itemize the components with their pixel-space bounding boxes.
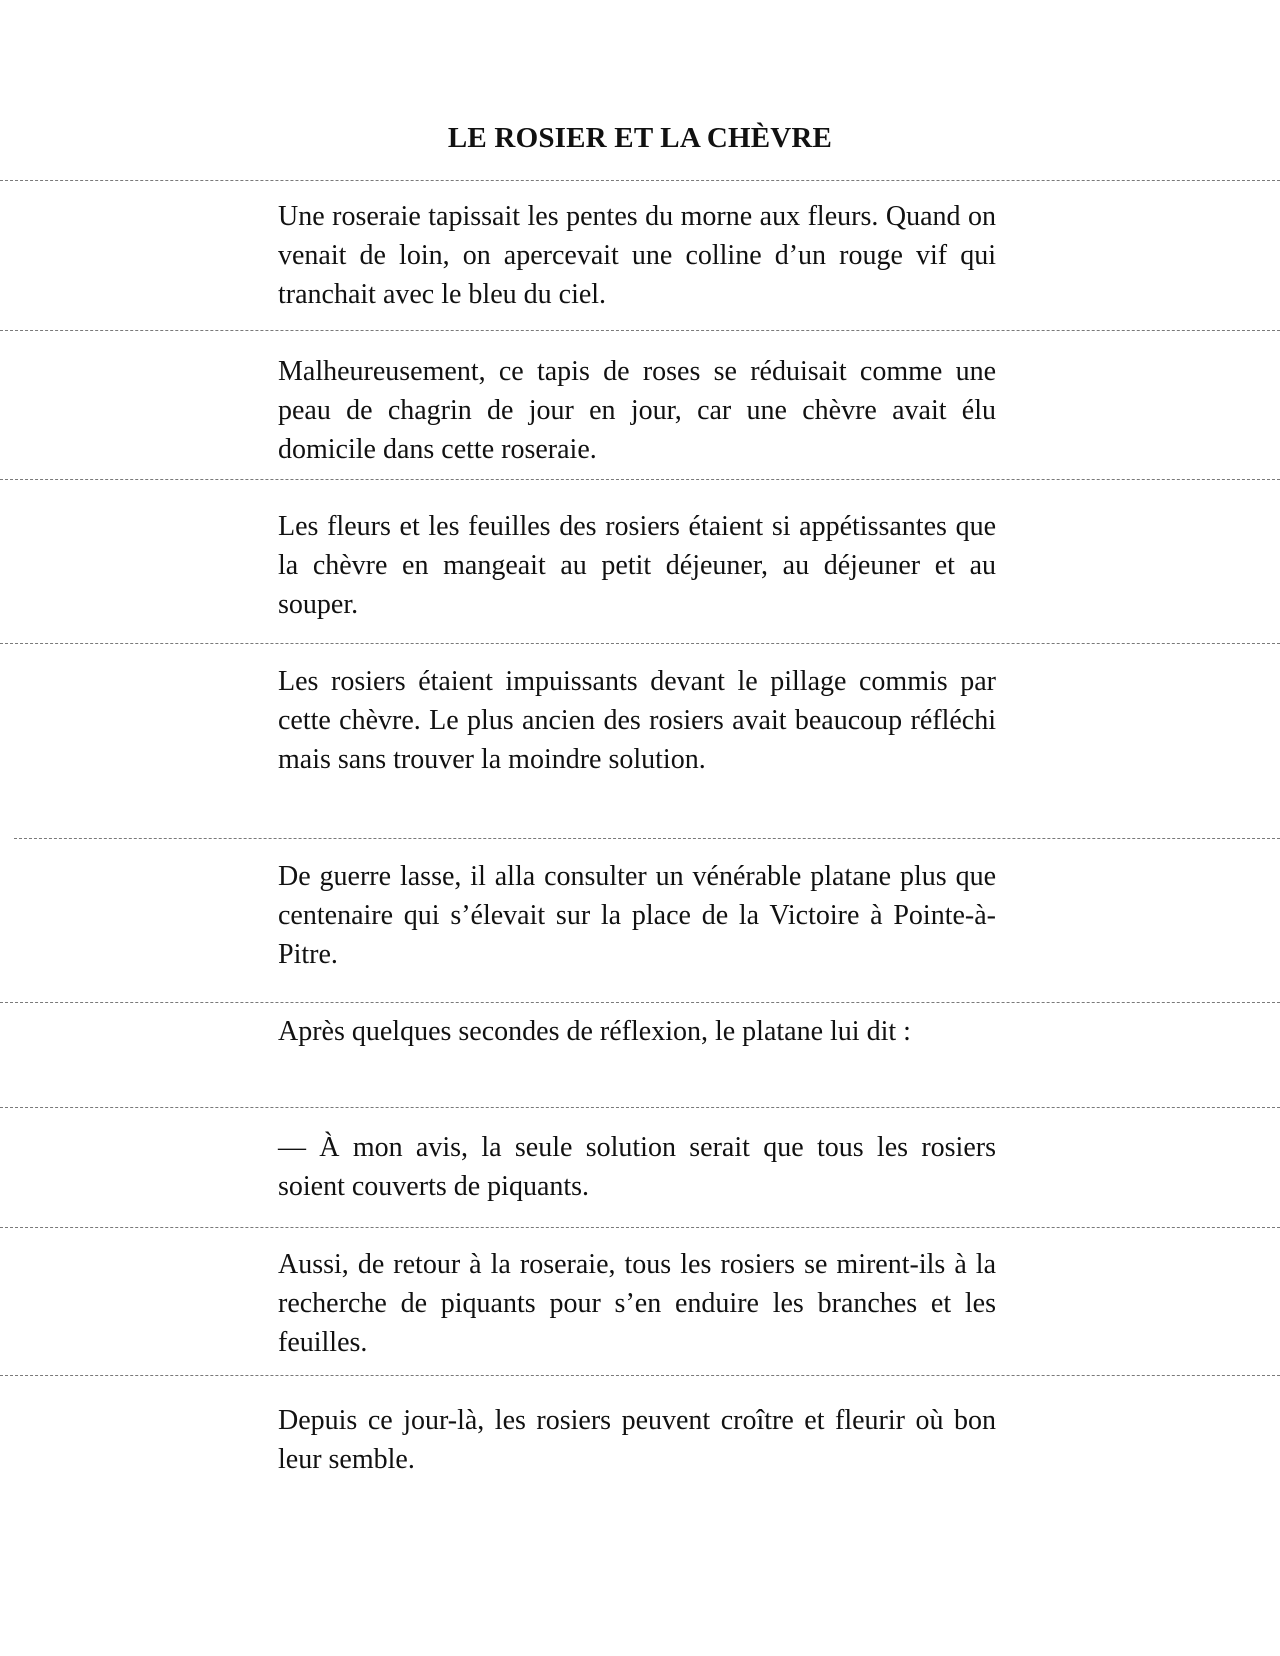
paragraph-8: Aussi, de retour à la roseraie, tous les rosiers se mirent-ils à la recherche de piquants pour s’en enduire les branches et les feuilles. [278,1249,996,1358]
paragraph-5: De guerre lasse, il alla consulter un vénérable platane plus que centenaire qui s’élevait sur la place de la Victoire à Pointe-à-Pitre. [278,861,996,970]
divider [14,838,1280,839]
page-title: LE ROSIER ET LA CHÈVRE [447,122,833,154]
divider [0,643,1280,644]
paragraph-3: Les fleurs et les feuilles des rosiers étaient si appétissantes que la chèvre en mangeait au petit déjeuner, au déjeuner et au souper. [278,511,996,620]
divider [0,180,1280,181]
paragraph-7: — À mon avis, la seule solution serait que tous les rosiers soient couverts de piquants. [278,1132,996,1202]
paragraph-2: Malheureusement, ce tapis de roses se réduisait comme une peau de chagrin de jour en jour, car une chèvre avait élu domicile dans cette roseraie. [278,356,996,465]
divider [0,1375,1280,1376]
divider [0,1002,1280,1003]
divider [0,479,1280,480]
paragraph-1: Une roseraie tapissait les pentes du morne aux fleurs. Quand on venait de loin, on apercevait une colline d’un rouge vif qui tranchait avec le bleu du ciel. [278,201,996,310]
divider [0,1227,1280,1228]
paragraph-6: Après quelques secondes de réflexion, le platane lui dit : [278,1016,911,1047]
paragraph-4: Les rosiers étaient impuissants devant le pillage commis par cette chèvre. Le plus ancien des rosiers avait beaucoup réfléchi mais sans trouver la moindre solution. [278,666,996,775]
paragraph-9: Depuis ce jour-là, les rosiers peuvent croître et fleurir où bon leur semble. [278,1405,996,1475]
divider [0,330,1280,331]
divider [0,1107,1280,1108]
